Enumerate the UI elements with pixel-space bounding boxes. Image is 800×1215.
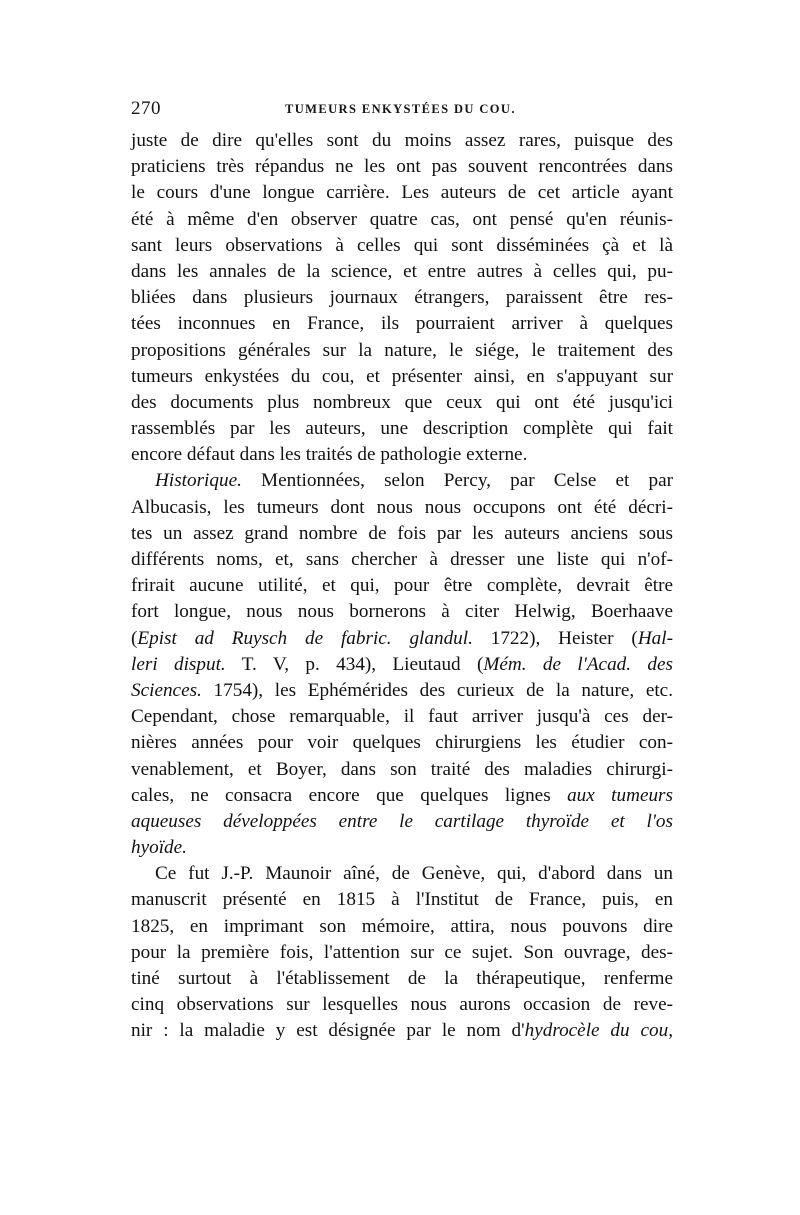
text-line [131,573,673,599]
text-line [131,626,673,652]
text-line [131,338,673,364]
text-line [131,652,673,678]
text-segment: 1825, en imprimant son mémoire, attira, nous pouvons dire [131,915,673,937]
text-line [131,704,673,730]
text-segment: manuscrit présenté en 1815 à l'Institut de France, puis, en [131,889,673,911]
text-line [131,547,673,573]
text-segment: encore défaut dans les traités de pathologie externe. [131,444,528,466]
text-segment: nir : la maladie y est désignée par le nom d' [131,1020,525,1042]
text-line [131,940,673,966]
text-line [131,783,673,809]
italic-text: aqueuses développées entre le cartilage thyroïde et l'os [131,810,673,832]
text-segment: fort longue, nous nous bornerons à citer Helwig, Boerhaave [131,601,673,623]
text-segment: Mentionnées, selon Percy, par Celse et par [241,470,673,492]
text-segment: 1722), Heister ( [472,627,638,649]
text-line [131,311,673,337]
text-line [131,835,673,861]
text-segment: propositions générales sur la nature, le siége, le traitement des [131,339,673,361]
text-segment: différents noms, et, sans chercher à dresser une liste qui n'of- [131,549,673,570]
text-segment: tes un assez grand nombre de fois par les auteurs anciens sous [131,522,673,544]
text-segment: Albucasis, les tumeurs dont nous nous occupons ont été décri- [131,496,673,518]
text-segment: Cependant, chose remarquable, il faut arriver jusqu'à ces der- [131,706,673,728]
text-segment: T. V, p. 434), Lieutaud ( [225,653,484,675]
italic-text: hyoïde. [131,837,187,859]
italic-text: Epist ad Ruysch de fabric. glandul. [137,627,473,649]
text-line [131,233,673,259]
text-segment: rassemblés par les auteurs, une description complète qui fait [131,418,673,440]
text-segment: tiné surtout à l'établissement de la thérapeutique, renferme [131,968,673,989]
italic-text: hydrocèle du cou, [524,1020,673,1042]
text-segment: été à même d'en observer quatre cas, ont pensé qu'en réunis- [131,208,673,230]
text-line [131,416,673,442]
text-line [131,757,673,783]
text-segment: bliées dans plusieurs journaux étrangers, paraissent être res- [131,287,673,309]
body-text [131,128,673,1045]
text-line [131,180,673,206]
text-line [131,861,673,887]
text-segment: frirait aucune utilité, et qui, pour être complète, devrait être [131,575,673,597]
text-line [131,730,673,756]
text-line [131,966,673,992]
text-segment: nières années pour voir quelques chirurgiens les étudier con- [131,732,673,754]
text-segment: le cours d'une longue carrière. Les auteurs de cet article ayant [131,182,673,204]
running-title: TUMEURS ENKYSTÉES DU COU. [285,102,516,116]
page-number: 270 [131,98,161,119]
italic-text: Mém. de l'Acad. des [483,653,673,675]
text-segment: sant leurs observations à celles qui sont disséminées çà et là [131,234,673,256]
text-line [131,364,673,390]
text-segment: praticiens très répandus ne les ont pas souvent rencontrées dans [131,156,673,178]
text-line [131,285,673,311]
text-segment: cinq observations sur lesquelles nous aurons occasion de reve- [131,994,673,1016]
italic-text: aux tumeurs [567,784,673,806]
text-segment: tées inconnues en France, ils pourraient arriver à quelques [131,313,673,335]
text-line [131,887,673,913]
text-line [131,495,673,521]
text-segment: ( [131,627,138,649]
text-line [131,992,673,1018]
italic-text: Hal- [637,627,673,649]
italic-text: leri disput. [131,653,226,675]
text-segment: tumeurs enkystées du cou, et présenter ainsi, en s'appuyant sur [131,365,673,387]
text-segment: Ce fut J.-P. Maunoir aîné, de Genève, qui, d'abord dans un [155,863,673,885]
text-line [131,914,673,940]
text-segment: dans les annales de la science, et entre autres à celles qui, pu- [131,260,673,282]
text-line [131,207,673,233]
italic-text: Sciences. [131,679,202,701]
text-line [131,599,673,625]
text-segment: 1754), les Ephémérides des curieux de la nature, etc. [201,679,673,701]
text-line [131,1018,673,1044]
text-segment: juste de dire qu'elles sont du moins assez rares, puisque des [131,130,673,151]
text-line [131,154,673,180]
text-segment: pour la première fois, l'attention sur ce sujet. Son ouvrage, des- [131,941,673,963]
text-line [131,259,673,285]
text-line [131,128,673,154]
text-line [131,678,673,704]
running-head [131,98,671,126]
text-segment: des documents plus nombreux que ceux qui ont été jusqu'ici [131,391,673,413]
text-line [131,442,673,468]
text-segment: venablement, et Boyer, dans son traité des maladies chirurgi- [131,758,673,780]
italic-text: Historique. [155,470,242,492]
text-line [131,809,673,835]
text-segment: cales, ne consacra encore que quelques lignes [131,784,568,806]
text-line [131,468,673,494]
text-line [131,390,673,416]
text-line [131,521,673,547]
